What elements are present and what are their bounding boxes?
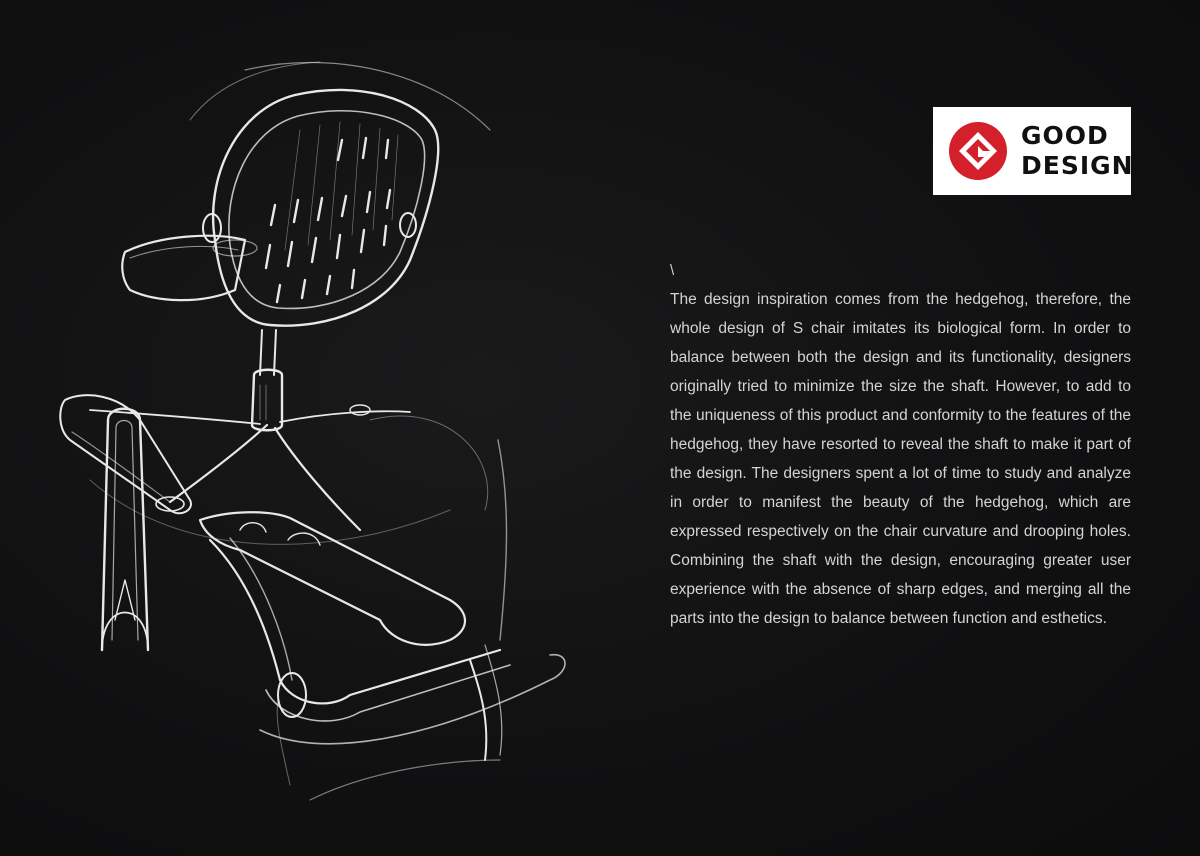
article-body: The design inspiration comes from the hedgehog, therefore, the whole design of S chair imitates its biological form. In order to balance between both the design and its functionality, designers originally tried to minimize the size the shaft. However, to add to the uniqueness of this product and conformity to the features of the hedgehog, they have resorted to reveal the shaft to make it part of the design. The designers spent a lot of time to study and analyze in order to manifest the beauty of the hedgehog, which are expressed respectively on the chair curvature and drooping holes. Combining the shaft with the design, encouraging greater user experience with the absence of sharp edges, and merging all the parts into the design to balance between function and esthetics. [670, 291, 1131, 627]
good-design-badge [933, 107, 1134, 195]
badge-line-design: DESIGN [1021, 151, 1134, 180]
section-marker: \ [670, 262, 675, 279]
badge-wordmark [1021, 121, 1134, 181]
good-design-logo-icon [947, 120, 1009, 182]
badge-line-good: GOOD [1021, 121, 1109, 150]
article-block [670, 256, 1131, 633]
chair-sketch-icon [30, 40, 590, 820]
